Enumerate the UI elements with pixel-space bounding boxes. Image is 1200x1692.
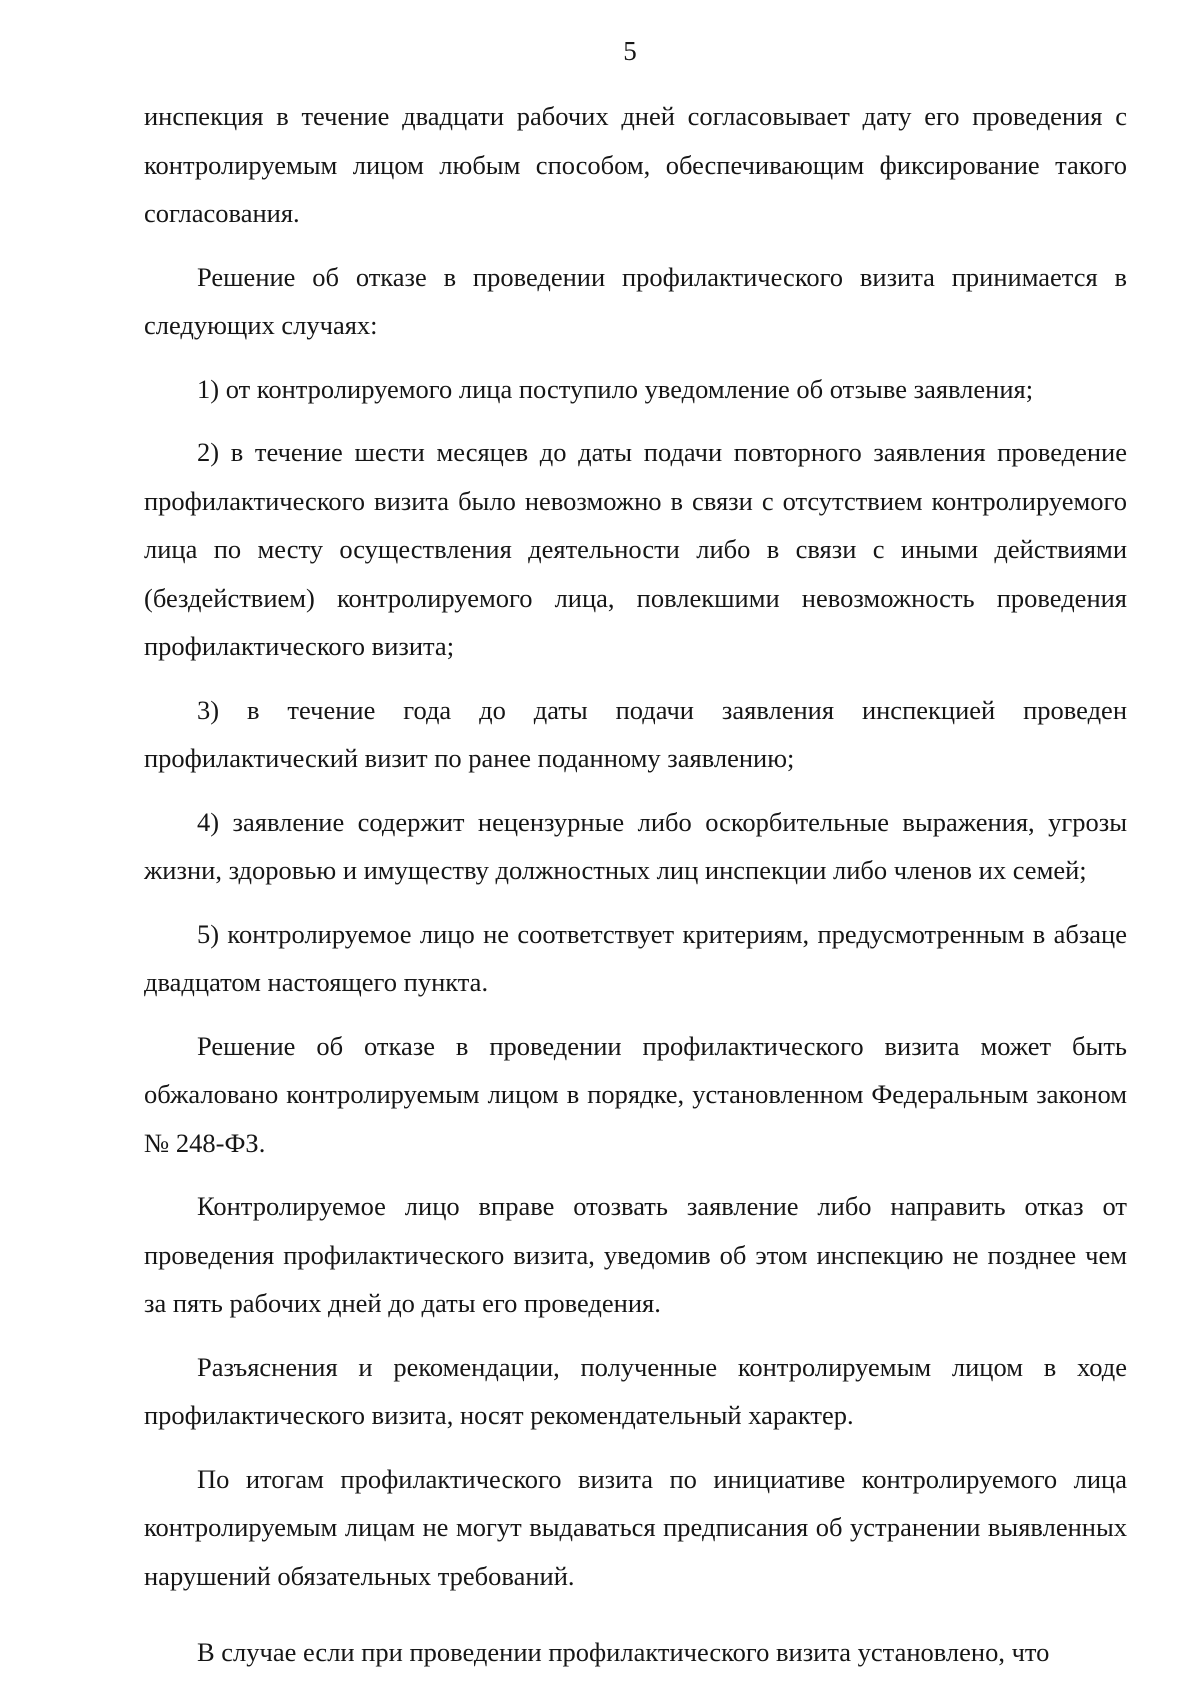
paragraph-continuation: инспекция в течение двадцати рабочих дней согласовывает дату его проведения с контролируемым лицом любым способом, обеспечивающим фиксирование такого согласования. (144, 101, 1127, 228)
paragraph-withdrawal: Контролируемое лицо вправе отозвать заявление либо направить отказ от проведения профилактического визита, уведомив об этом инспекцию не позднее чем за пять рабочих дней до даты его проведения. (144, 1191, 1127, 1318)
document-body (144, 92, 1127, 1692)
paragraph-last: В случае если при проведении профилактического визита установлено, что (197, 1637, 1050, 1667)
page-number: 5 (623, 36, 637, 66)
paragraph-recommendations: Разъяснения и рекомендации, полученные контролируемым лицом в ходе профилактического визита, носят рекомендательный характер. (144, 1351, 1127, 1430)
list-item-2: 2) в течение шести месяцев до даты подачи повторного заявления проведение профилактического визита было невозможно в связи с отсутствием контролируемого лица по месту осуществления деятельности либо в связи с иными действиями (бездействием) контролируемого лица, повлекшими невозможность проведения профилактического визита; (144, 437, 1127, 661)
paragraph-appeal: Решение об отказе в проведении профилактического визита может быть обжаловано контролируемым лицом в порядке, установленном Федеральным законом № 248-ФЗ. (144, 1030, 1127, 1158)
list-item-3: 3) в течение года до даты подачи заявления инспекцией проведен профилактический визит по ранее поданному заявлению; (144, 694, 1127, 773)
list-item-5: 5) контролируемое лицо не соответствует критериям, предусмотренным в абзаце двадцатом настоящего пункта. (144, 918, 1127, 997)
paragraph-no-orders: По итогам профилактического визита по инициативе контролируемого лица контролируемым лицам не могут выдаваться предписания об устранении выявленных нарушений обязательных требований. (144, 1463, 1127, 1591)
list-item-1: 1) от контролируемого лица поступило уведомление об отзыве заявления; (197, 373, 1034, 404)
list-item-4: 4) заявление содержит нецензурные либо оскорбительные выражения, угрозы жизни, здоровью и имуществу должностных лиц инспекции либо членов их семей; (144, 806, 1127, 885)
paragraph-refusal-decision: Решение об отказе в проведении профилактического визита принимается в следующих случаях: (144, 261, 1127, 340)
